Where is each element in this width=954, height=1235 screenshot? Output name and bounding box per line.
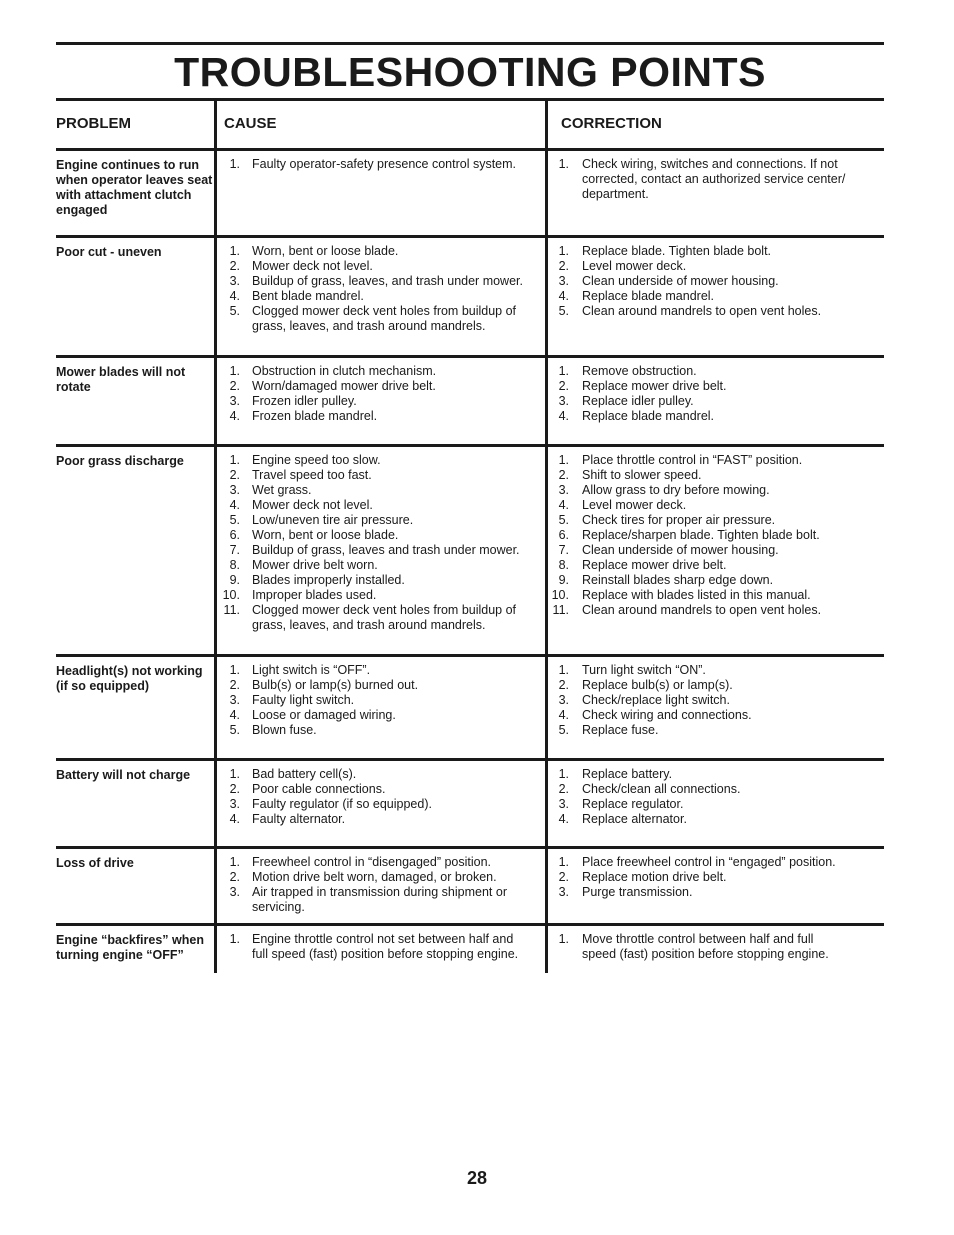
cause-item-text: Bent blade mandrel.: [252, 289, 364, 303]
cause-item-text: Obstruction in clutch mechanism.: [252, 364, 437, 378]
correction-item-text: Clean around mandrels to open vent holes.: [582, 603, 822, 617]
cause-item-number: 3.: [229, 483, 240, 497]
cause-item: [218, 157, 523, 172]
correction-item-text: Level mower deck.: [582, 498, 687, 512]
correction-item: [547, 663, 847, 678]
correction-item-text: Check wiring and connections.: [582, 708, 752, 722]
cause-item-number: 1.: [229, 767, 240, 781]
correction-item: [547, 468, 847, 483]
cause-item: [218, 289, 523, 304]
cause-list: [218, 932, 523, 962]
problem-text: Battery will not charge: [56, 768, 191, 782]
correction-item: [547, 244, 847, 259]
correction-item-number: 4.: [558, 708, 569, 722]
cause-item-number: 3.: [229, 693, 240, 707]
cause-item-number: 2.: [229, 259, 240, 273]
row-divider: [56, 444, 884, 447]
cause-item: [218, 394, 523, 409]
cause-item: [218, 870, 523, 885]
correction-list: [547, 244, 847, 319]
correction-item-number: 3.: [558, 274, 569, 288]
cause-item-text: Worn, bent or loose blade.: [252, 528, 399, 542]
correction-item: [547, 259, 847, 274]
correction-item-text: Remove obstruction.: [582, 364, 697, 378]
cause-item-text: Faulty light switch.: [252, 693, 355, 707]
correction-item: [547, 483, 847, 498]
correction-list: [547, 855, 847, 900]
correction-item-text: Purge transmission.: [582, 885, 693, 899]
cause-item: [218, 513, 523, 528]
cause-item: [218, 259, 523, 274]
cause-item: [218, 588, 523, 603]
cause-item: [218, 797, 523, 812]
cause-item-text: Frozen idler pulley.: [252, 394, 357, 408]
cause-list: [218, 855, 523, 915]
row-divider: [56, 355, 884, 358]
cause-item-number: 3.: [229, 394, 240, 408]
cause-item: [218, 603, 523, 633]
correction-item-number: 3.: [558, 885, 569, 899]
correction-item-text: Place freewheel control in “engaged” position.: [582, 855, 836, 869]
correction-item-number: 5.: [558, 304, 569, 318]
cause-item-number: 1.: [229, 932, 240, 946]
cause-item-text: Mower drive belt worn.: [252, 558, 378, 572]
cause-item-number: 2.: [229, 678, 240, 692]
header-cause: CAUSE: [224, 115, 277, 132]
header-correction: CORRECTION: [561, 115, 662, 132]
cause-item-number: 3.: [229, 274, 240, 288]
cause-item-text: Mower deck not level.: [252, 498, 373, 512]
correction-item-number: 9.: [558, 573, 569, 587]
correction-item-text: Replace alternator.: [582, 812, 687, 826]
cause-item: [218, 723, 523, 738]
cause-item-number: 4.: [229, 708, 240, 722]
row-divider: [56, 758, 884, 761]
correction-item-text: Replace bulb(s) or lamp(s).: [582, 678, 733, 692]
correction-item: [547, 394, 847, 409]
correction-item: [547, 543, 847, 558]
cause-item: [218, 693, 523, 708]
cause-item-number: 11.: [223, 603, 240, 617]
correction-item-number: 4.: [558, 812, 569, 826]
column-divider-1: [214, 101, 217, 973]
problem-text: Headlight(s) not working (if so equipped): [56, 664, 203, 693]
correction-item-text: Clean underside of mower housing.: [582, 543, 779, 557]
cause-item: [218, 782, 523, 797]
cause-item-number: 8.: [229, 558, 240, 572]
cause-item: [218, 932, 523, 962]
cause-item-number: 4.: [229, 289, 240, 303]
correction-item: [547, 870, 847, 885]
correction-item-text: Replace mower drive belt.: [582, 379, 727, 393]
correction-item: [547, 812, 847, 827]
page-number: 28: [466, 1168, 488, 1188]
correction-item-number: 4.: [558, 289, 569, 303]
correction-item: [547, 453, 847, 468]
correction-item-text: Turn light switch “ON”.: [582, 663, 706, 677]
cause-item-text: Bulb(s) or lamp(s) burned out.: [252, 678, 419, 692]
correction-item-number: 2.: [558, 782, 569, 796]
correction-item: [547, 274, 847, 289]
cause-item-text: Motion drive belt worn, damaged, or broken.: [252, 870, 497, 884]
correction-item-number: 10.: [551, 588, 569, 602]
cause-item-number: 4.: [229, 812, 240, 826]
cause-item-number: 2.: [229, 782, 240, 796]
problem-text: Poor cut - uneven: [56, 245, 162, 259]
cause-item-text: Improper blades used.: [252, 588, 377, 602]
cause-item-number: 2.: [229, 870, 240, 884]
correction-item-text: Reinstall blades sharp edge down.: [582, 573, 774, 587]
correction-item-number: 1.: [558, 157, 569, 171]
top-rule: [56, 42, 884, 45]
correction-item-number: 3.: [558, 483, 569, 497]
correction-item: [547, 588, 847, 603]
cause-item: [218, 304, 523, 334]
problem-text: Poor grass discharge: [56, 454, 184, 468]
cause-item: [218, 364, 523, 379]
cause-item-text: Engine throttle control not set between half and full speed (fast) position before stopping engine.: [252, 932, 519, 961]
correction-item: [547, 932, 847, 962]
correction-item-text: Clean around mandrels to open vent holes.: [582, 304, 822, 318]
correction-item: [547, 723, 847, 738]
cause-item: [218, 812, 523, 827]
cause-item-text: Blown fuse.: [252, 723, 317, 737]
cause-item-text: Air trapped in transmission during shipment or servicing.: [252, 885, 507, 914]
cause-item-text: Buildup of grass, leaves and trash under mower.: [252, 543, 520, 557]
correction-item-number: 1.: [558, 453, 569, 467]
cause-item-text: Blades improperly installed.: [252, 573, 405, 587]
cause-item: [218, 678, 523, 693]
row-divider: [56, 148, 884, 151]
correction-item: [547, 558, 847, 573]
cause-item-number: 1.: [229, 157, 240, 171]
correction-item-text: Level mower deck.: [582, 259, 687, 273]
cause-item: [218, 468, 523, 483]
correction-item-number: 1.: [558, 663, 569, 677]
cause-item: [218, 663, 523, 678]
correction-item: [547, 855, 847, 870]
correction-list: [547, 157, 847, 202]
correction-item-text: Check wiring, switches and connections. If not corrected, contact an authorized service center/ department.: [582, 157, 846, 201]
cause-item-text: Travel speed too fast.: [252, 468, 372, 482]
correction-item-number: 1.: [558, 364, 569, 378]
correction-item-text: Move throttle control between half and full speed (fast) position before stopping engine.: [582, 932, 829, 961]
cause-item-text: Low/uneven tire air pressure.: [252, 513, 414, 527]
correction-item: [547, 573, 847, 588]
header-problem: PROBLEM: [56, 115, 131, 132]
cause-item: [218, 244, 523, 259]
cause-item-number: 2.: [229, 468, 240, 482]
correction-item: [547, 289, 847, 304]
correction-item-text: Replace regulator.: [582, 797, 684, 811]
cause-item: [218, 573, 523, 588]
correction-item-number: 2.: [558, 259, 569, 273]
cause-item: [218, 558, 523, 573]
cause-item-text: Worn/damaged mower drive belt.: [252, 379, 436, 393]
row-divider: [56, 923, 884, 926]
problem-text: Loss of drive: [56, 856, 134, 870]
cause-item-text: Light switch is “OFF”.: [252, 663, 371, 677]
correction-item-text: Check/clean all connections.: [582, 782, 741, 796]
correction-item: [547, 767, 847, 782]
correction-list: [547, 453, 847, 618]
correction-item-text: Replace fuse.: [582, 723, 659, 737]
cause-list: [218, 157, 523, 172]
correction-item-text: Place throttle control in “FAST” position.: [582, 453, 803, 467]
correction-item-text: Replace blade mandrel.: [582, 289, 715, 303]
correction-item-text: Replace/sharpen blade. Tighten blade bolt.: [582, 528, 820, 542]
cause-item-number: 5.: [229, 513, 240, 527]
correction-item-number: 1.: [558, 767, 569, 781]
correction-item-number: 1.: [558, 932, 569, 946]
cause-item-text: Poor cable connections.: [252, 782, 386, 796]
cause-item-number: 1.: [229, 244, 240, 258]
correction-item-number: 3.: [558, 394, 569, 408]
row-divider: [56, 654, 884, 657]
cause-item: [218, 708, 523, 723]
cause-item: [218, 498, 523, 513]
cause-item-number: 2.: [229, 379, 240, 393]
correction-item-text: Replace motion drive belt.: [582, 870, 727, 884]
cause-item: [218, 483, 523, 498]
correction-item: [547, 797, 847, 812]
correction-item-number: 5.: [558, 723, 569, 737]
correction-item: [547, 603, 847, 618]
correction-item: [547, 782, 847, 797]
correction-item: [547, 364, 847, 379]
correction-item: [547, 157, 847, 202]
cause-list: [218, 767, 523, 827]
cause-item: [218, 855, 523, 870]
correction-item-text: Shift to slower speed.: [582, 468, 702, 482]
correction-item-number: 2.: [558, 379, 569, 393]
cause-item-number: 7.: [229, 543, 240, 557]
cause-item-text: Loose or damaged wiring.: [252, 708, 396, 722]
correction-item: [547, 498, 847, 513]
correction-item-number: 4.: [558, 409, 569, 423]
problem-text: Engine continues to run when operator leaves seat with attachment clutch engaged: [56, 158, 213, 217]
cause-item: [218, 528, 523, 543]
correction-item: [547, 528, 847, 543]
problem-text: Mower blades will not rotate: [56, 365, 186, 394]
correction-item-number: 5.: [558, 513, 569, 527]
cause-item: [218, 274, 523, 289]
correction-item-number: 6.: [558, 528, 569, 542]
cause-item: [218, 885, 523, 915]
row-divider: [56, 235, 884, 238]
cause-item-text: Frozen blade mandrel.: [252, 409, 378, 423]
correction-item: [547, 693, 847, 708]
cause-item-text: Wet grass.: [252, 483, 312, 497]
cause-item: [218, 543, 523, 558]
correction-item-number: 3.: [558, 693, 569, 707]
cause-item-number: 5.: [229, 723, 240, 737]
correction-item-number: 2.: [558, 468, 569, 482]
correction-item-text: Replace battery.: [582, 767, 673, 781]
problem-text: Engine “backfires” when turning engine “OFF”: [56, 933, 204, 962]
cause-item-number: 4.: [229, 409, 240, 423]
cause-item-number: 3.: [229, 797, 240, 811]
correction-item: [547, 513, 847, 528]
cause-item-text: Clogged mower deck vent holes from buildup of grass, leaves, and trash around mandrels.: [252, 304, 517, 333]
correction-item-number: 8.: [558, 558, 569, 572]
correction-item-text: Clean underside of mower housing.: [582, 274, 779, 288]
cause-list: [218, 663, 523, 738]
correction-item-number: 1.: [558, 855, 569, 869]
cause-item-text: Engine speed too slow.: [252, 453, 381, 467]
cause-item-text: Clogged mower deck vent holes from buildup of grass, leaves, and trash around mandrels.: [252, 603, 517, 632]
cause-item-number: 3.: [229, 885, 240, 899]
correction-item-number: 4.: [558, 498, 569, 512]
page-title: TROUBLESHOOTING POINTS: [174, 49, 766, 95]
correction-item: [547, 885, 847, 900]
correction-item-text: Allow grass to dry before mowing.: [582, 483, 770, 497]
correction-item: [547, 379, 847, 394]
cause-item-number: 9.: [229, 573, 240, 587]
correction-item-number: 1.: [558, 244, 569, 258]
correction-item-text: Replace blade mandrel.: [582, 409, 715, 423]
correction-item-number: 11.: [552, 603, 569, 617]
correction-item-number: 3.: [558, 797, 569, 811]
cause-item: [218, 453, 523, 468]
cause-item-text: Buildup of grass, leaves, and trash under mower.: [252, 274, 523, 288]
correction-item-text: Check/replace light switch.: [582, 693, 730, 707]
cause-list: [218, 364, 523, 424]
cause-item: [218, 409, 523, 424]
cause-item-number: 10.: [222, 588, 240, 602]
correction-item-text: Replace mower drive belt.: [582, 558, 727, 572]
cause-list: [218, 453, 523, 633]
cause-item-number: 1.: [229, 663, 240, 677]
cause-item-text: Faulty operator-safety presence control system.: [252, 157, 517, 171]
cause-item-text: Bad battery cell(s).: [252, 767, 357, 781]
correction-item-number: 2.: [558, 870, 569, 884]
cause-item: [218, 379, 523, 394]
cause-list: [218, 244, 523, 334]
correction-list: [547, 932, 847, 962]
cause-item-number: 1.: [229, 364, 240, 378]
correction-list: [547, 663, 847, 738]
correction-item: [547, 678, 847, 693]
correction-list: [547, 767, 847, 827]
correction-item: [547, 304, 847, 319]
correction-item-text: Replace with blades listed in this manual.: [582, 588, 811, 602]
correction-item-number: 2.: [558, 678, 569, 692]
correction-item: [547, 708, 847, 723]
cause-item-text: Freewheel control in “disengaged” position.: [252, 855, 492, 869]
title-bottom-rule: [56, 98, 884, 101]
cause-item-number: 4.: [229, 498, 240, 512]
cause-item-text: Mower deck not level.: [252, 259, 373, 273]
cause-item: [218, 767, 523, 782]
cause-item-number: 6.: [229, 528, 240, 542]
cause-item-number: 5.: [229, 304, 240, 318]
row-divider: [56, 846, 884, 849]
cause-item-number: 1.: [229, 453, 240, 467]
cause-item-number: 1.: [229, 855, 240, 869]
cause-item-text: Faulty regulator (if so equipped).: [252, 797, 432, 811]
correction-item-number: 7.: [558, 543, 569, 557]
correction-item-text: Replace blade. Tighten blade bolt.: [582, 244, 772, 258]
correction-item: [547, 409, 847, 424]
correction-item-text: Check tires for proper air pressure.: [582, 513, 776, 527]
cause-item-text: Worn, bent or loose blade.: [252, 244, 399, 258]
cause-item-text: Faulty alternator.: [252, 812, 346, 826]
correction-list: [547, 364, 847, 424]
correction-item-text: Replace idler pulley.: [582, 394, 694, 408]
